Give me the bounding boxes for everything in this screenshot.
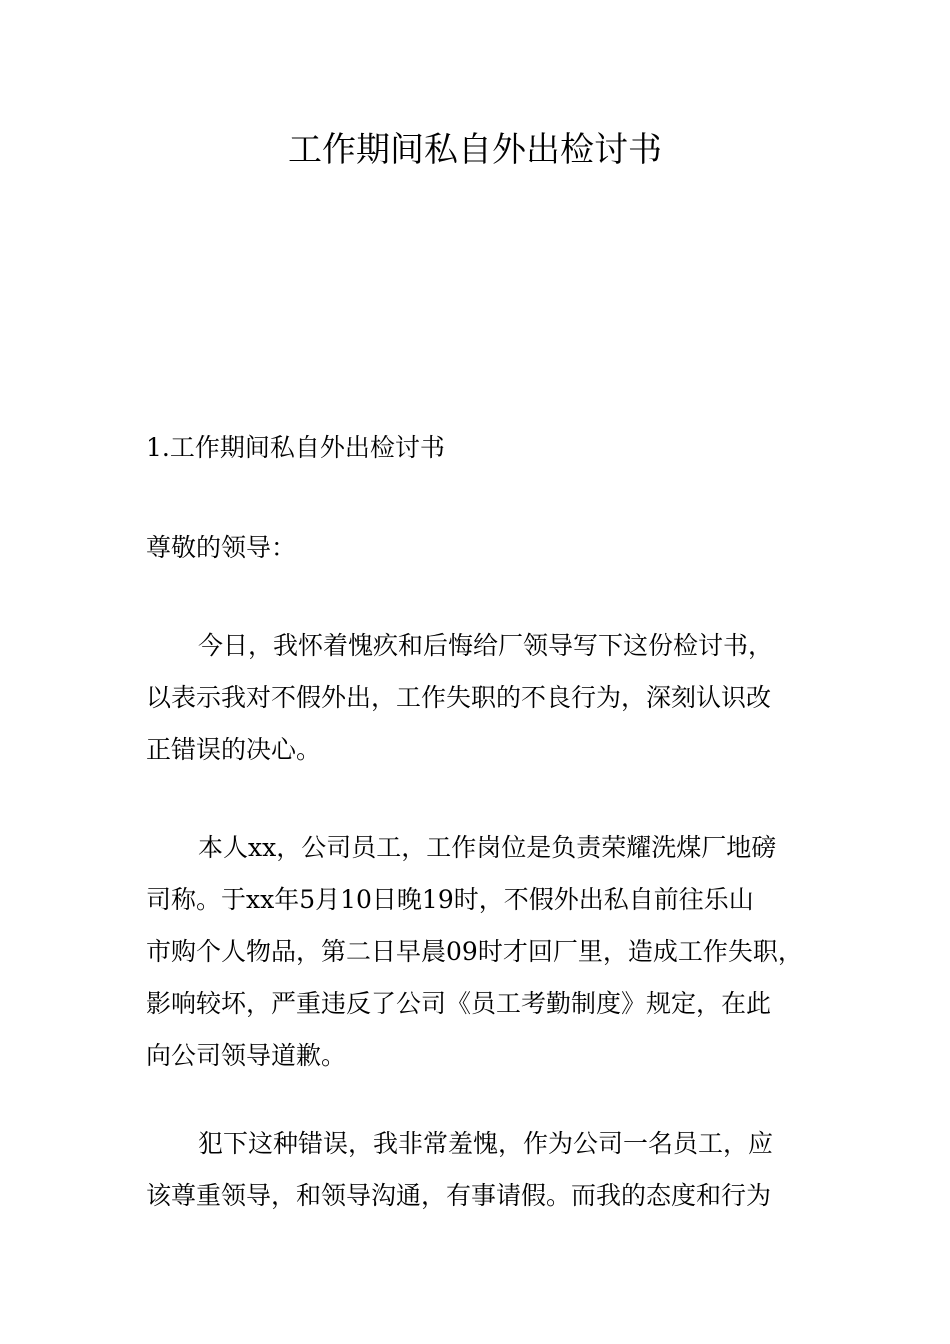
- paragraph-line: 向公司领导道歉。: [146, 1041, 347, 1070]
- paragraph-line: 市购个人物品，第二日早晨09时才回厂里，造成工作失职，: [146, 937, 803, 966]
- section-heading: [146, 422, 828, 474]
- paragraph-line: 犯下这种错误，我非常羞愧，作为公司一名员工，应: [198, 1129, 774, 1158]
- paragraph-line: 影响较坏，严重违反了公司《员工考勤制度》规定，在此: [146, 989, 772, 1018]
- paragraph-line: 本人xx，公司员工，工作岗位是负责荣耀洗煤厂地磅: [198, 833, 777, 862]
- paragraph-line: 以表示我对不假外出，工作失职的不良行为，深刻认识改: [146, 683, 772, 712]
- paragraph-line: 正错误的决心。: [146, 735, 322, 764]
- paragraph-1: [146, 620, 828, 776]
- paragraph-line: 司称。于xx年5月10日晚19时，不假外出私自前往乐山: [146, 885, 754, 914]
- salutation: [146, 522, 828, 574]
- salutation-text: 尊敬的领导：: [146, 533, 297, 562]
- section-heading-text: 1.工作期间私自外出检讨书: [146, 433, 445, 462]
- paragraph-line: 该尊重领导，和领导沟通，有事请假。而我的态度和行为: [146, 1181, 772, 1210]
- paragraph-2: [146, 822, 828, 1082]
- paragraph-3: [146, 1118, 828, 1222]
- paragraph-line: 今日，我怀着愧疚和后悔给厂领导写下这份检讨书，: [198, 631, 774, 660]
- document-title: 工作期间私自外出检讨书: [288, 130, 662, 170]
